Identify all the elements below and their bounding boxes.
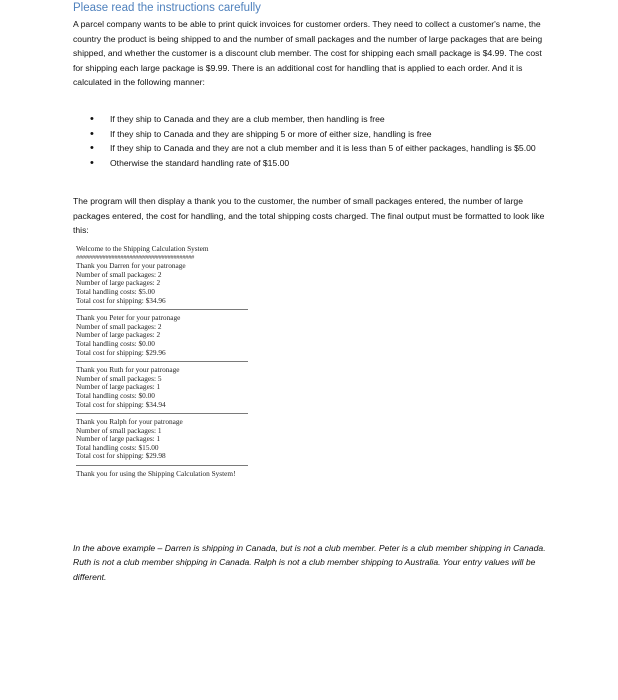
rule-text: If they ship to Canada and they are not a club member and it is less than 5 of either packages, handling is $5.00 [110, 143, 536, 154]
program-paragraph: The program will then display a thank you to the customer, the number of small packages entered, the number of large packages entered, the cost for handling, and the total shipping costs charged. The final output must be formatted to look like this: [73, 196, 545, 236]
hash-divider: ######################################## [76, 253, 195, 261]
bullet-icon: • [90, 127, 94, 140]
thanks-line: Thank you Peter for your patronage [76, 313, 181, 323]
bullet-icon: • [90, 156, 94, 169]
total-line: Total cost for shipping: $34.96 [76, 295, 166, 305]
thanks-line: Thank you Ralph for your patronage [76, 417, 183, 427]
large-line: Number of large packages: 1 [76, 434, 161, 444]
rule-text: Otherwise the standard handling rate of $15.00 [110, 157, 290, 168]
small-line: Number of small packages: 2 [76, 321, 162, 331]
total-line: Total cost for shipping: $34.94 [76, 399, 166, 409]
separator-line [76, 361, 248, 362]
rule-text: If they ship to Canada and they are a club member, then handling is free [110, 114, 385, 124]
list-item [90, 127, 548, 142]
separator-line [76, 465, 248, 466]
bullet-icon: • [90, 113, 94, 125]
intro-paragraph: A parcel company wants to be able to print quick invoices for customer orders. They need to collect a customer's name, the country the product is being shipped to and the number of small packages and the number of large packages that are being shipped, and whether the customer is a discount club member. The cost for shipping each small package is $4.99. The cost for shipping each large package is $9.99. There is an additional cost for handling that is applied to each order. And it is calculated in the following manner: [73, 19, 543, 88]
small-line: Number of small packages: 5 [76, 373, 162, 383]
handling-rules-list [90, 112, 548, 170]
list-item [90, 156, 548, 171]
order-block [76, 418, 248, 461]
large-line: Number of large packages: 1 [76, 382, 161, 392]
list-item [90, 141, 548, 156]
total-line: Total cost for shipping: $29.96 [76, 347, 166, 357]
sample-output [76, 245, 248, 479]
large-line: Number of large packages: 2 [76, 278, 161, 288]
separator-line [76, 413, 248, 414]
large-line: Number of large packages: 2 [76, 330, 161, 340]
handling-line: Total handling costs: $0.00 [76, 338, 155, 348]
bullet-icon: • [90, 142, 94, 155]
small-line: Number of small packages: 2 [76, 269, 162, 279]
instructions-heading: Please read the instructions carefully [73, 2, 261, 14]
separator-line [76, 309, 248, 310]
welcome-line: Welcome to the Shipping Calculation System [76, 244, 209, 253]
small-line: Number of small packages: 1 [76, 425, 162, 435]
rule-text: If they ship to Canada and they are shipping 5 or more of either size, handling is free [110, 128, 432, 139]
thanks-line: Thank you Ruth for your patronage [76, 365, 180, 375]
list-item [90, 112, 548, 127]
example-note: In the above example – Darren is shipping in Canada, but is not a club member. Peter is a club member shipping in Canada. Ruth is not a club member shipping in Canada. Ralph is not a club member shipping to Australia. Your entry values will be different. [73, 543, 546, 582]
goodbye-line: Thank you for using the Shipping Calculation System! [76, 469, 236, 479]
handling-line: Total handling costs: $5.00 [76, 286, 155, 296]
order-block [76, 314, 248, 357]
total-line: Total cost for shipping: $29.98 [76, 451, 166, 461]
handling-line: Total handling costs: $15.00 [76, 442, 159, 452]
order-block [76, 366, 248, 409]
handling-line: Total handling costs: $0.00 [76, 390, 155, 400]
order-block [76, 262, 248, 305]
thanks-line: Thank you Darren for your patronage [76, 261, 186, 271]
